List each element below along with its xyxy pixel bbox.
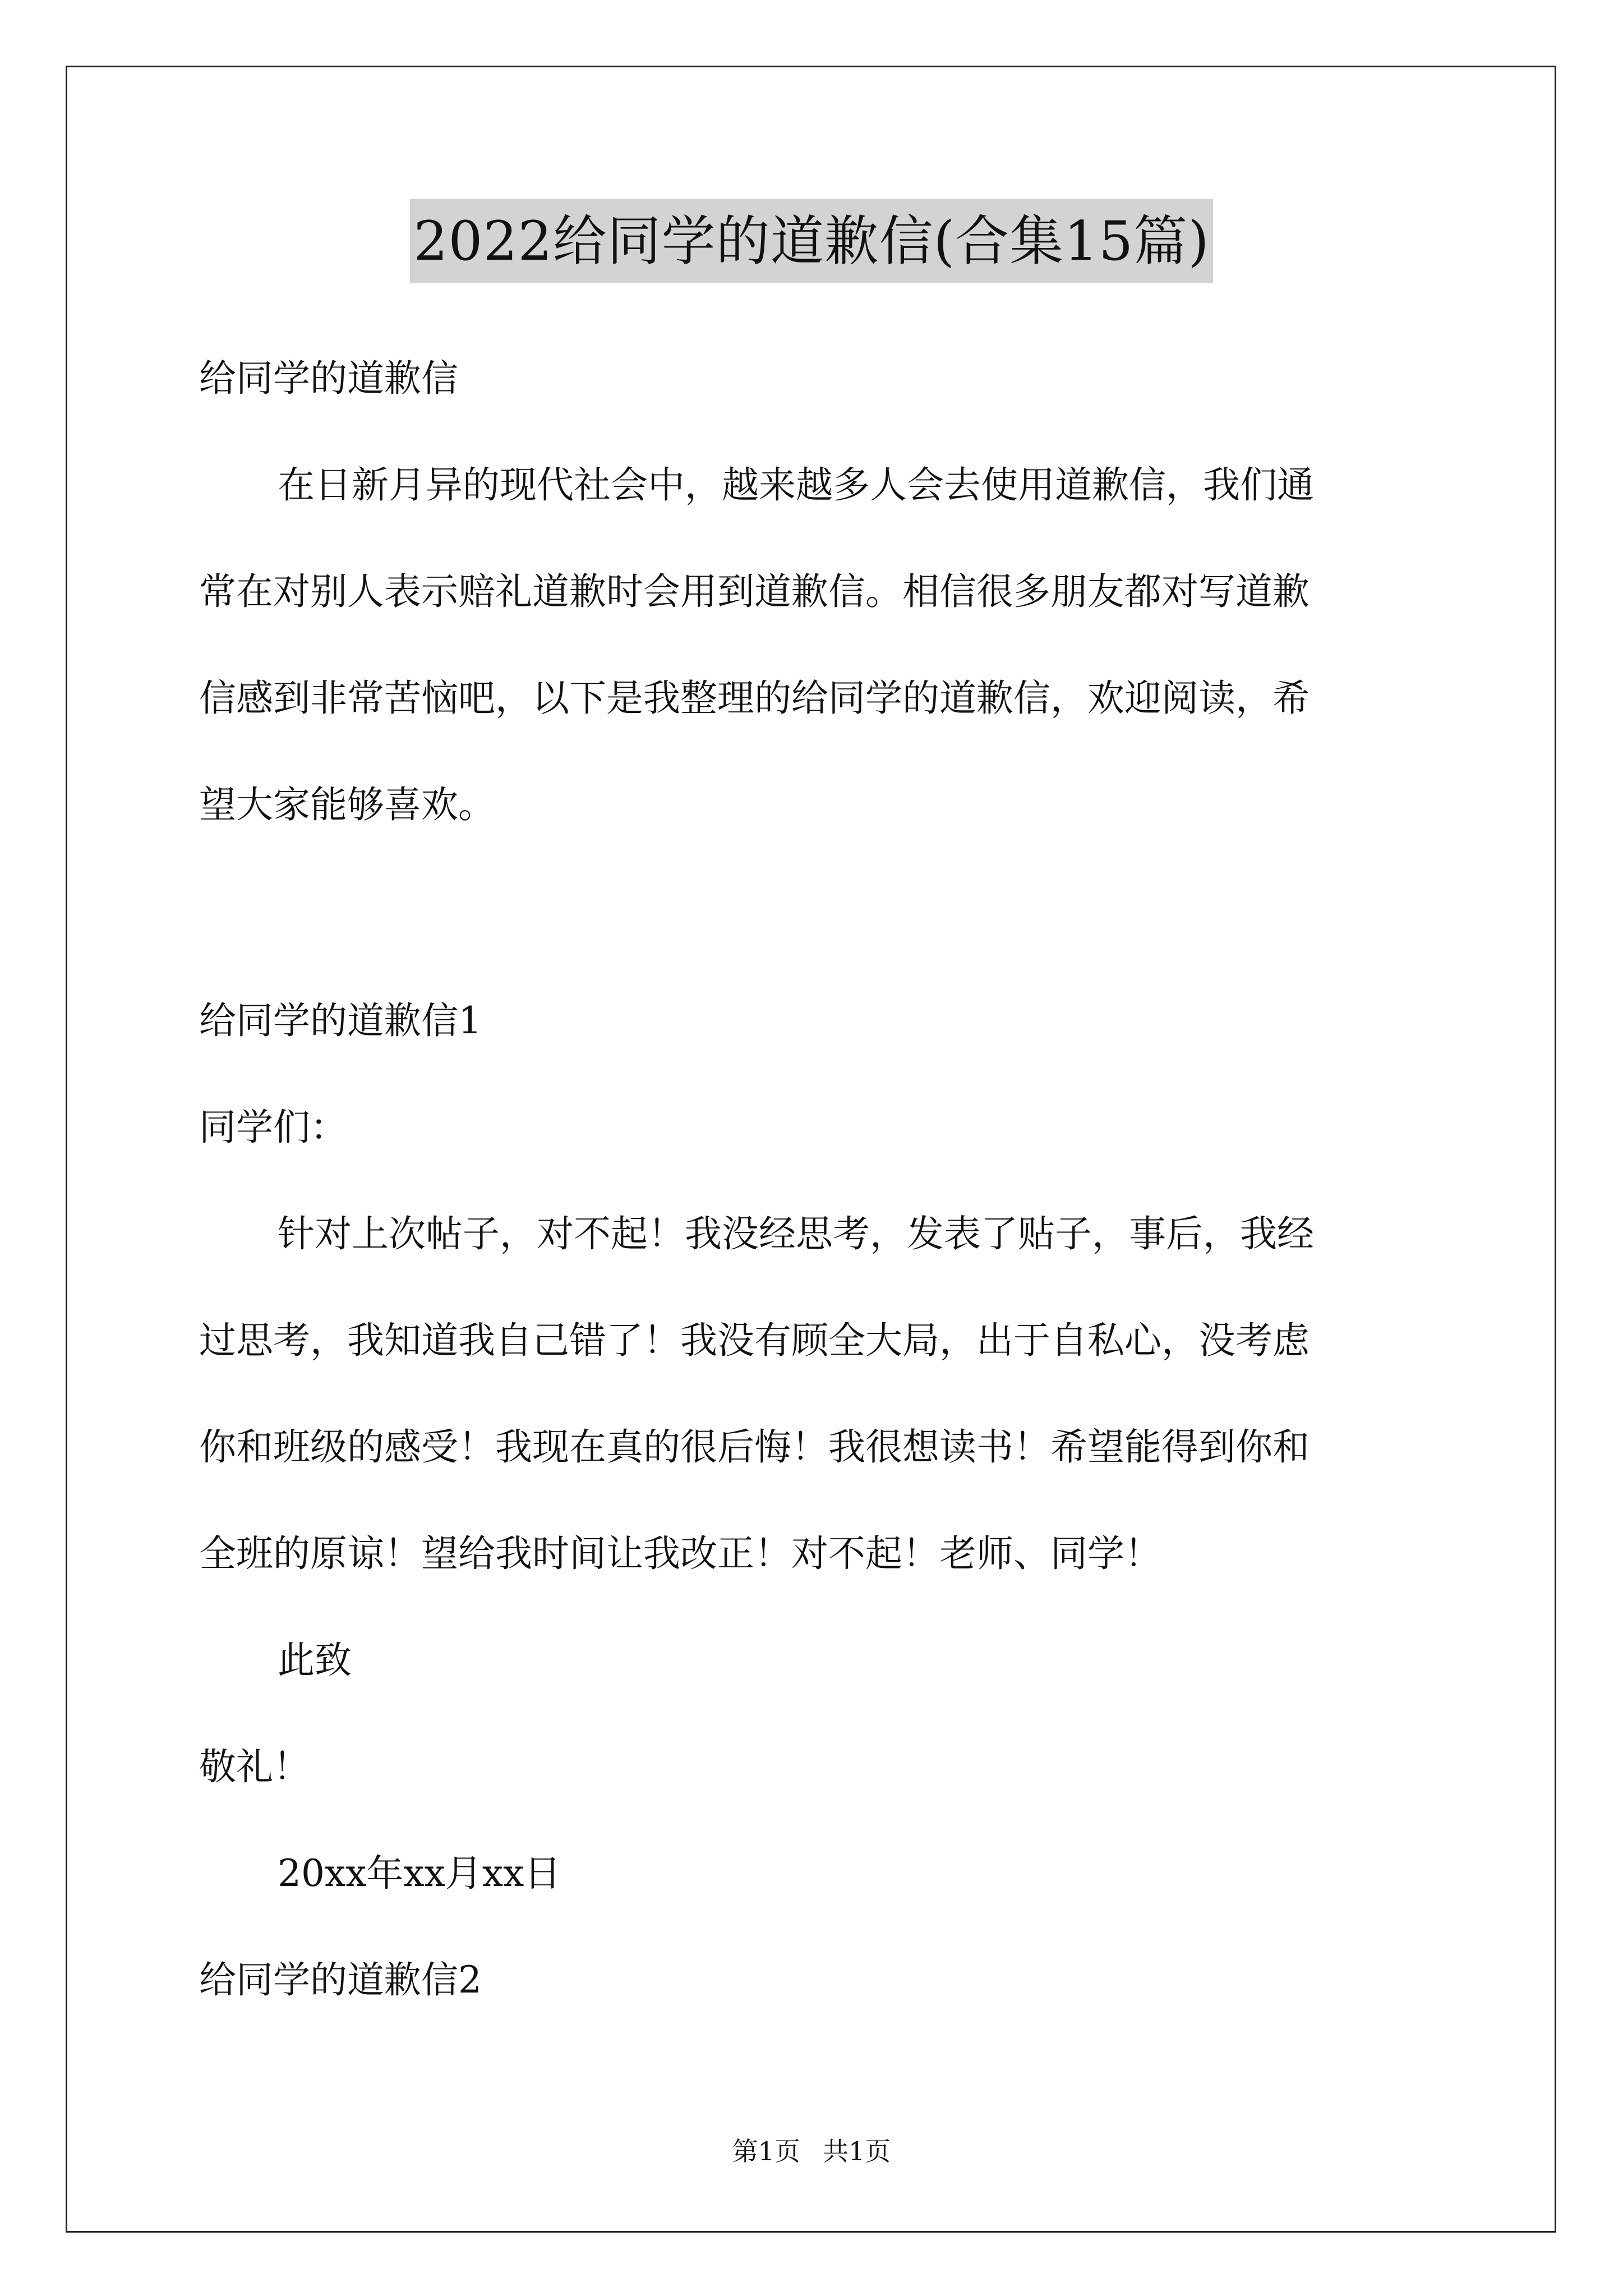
intro-line-3: 信感到非常苦恼吧，以下是我整理的给同学的道歉信，欢迎阅读，希 bbox=[199, 677, 1310, 720]
intro-line-1: 在日新月异的现代社会中，越来越多人会去使用道歉信，我们通 bbox=[278, 463, 1314, 507]
page-number-total: 共1页 bbox=[823, 2136, 891, 2166]
intro-line-2: 常在对别人表示赔礼道歉时会用到道歉信。相信很多朋友都对写道歉 bbox=[199, 570, 1310, 613]
title-container bbox=[0, 199, 1623, 283]
closing-cizhi: 此致 bbox=[278, 1639, 352, 1682]
intro-line-4: 望大家能够喜欢。 bbox=[199, 783, 495, 826]
letter2-heading: 给同学的道歉信2 bbox=[199, 1958, 482, 2001]
letter1-salutation: 同学们： bbox=[199, 1106, 347, 1149]
page-footer bbox=[0, 2132, 1623, 2171]
intro-heading: 给同学的道歉信 bbox=[199, 357, 458, 400]
closing-jingli: 敬礼！ bbox=[199, 1745, 310, 1788]
letter-date: 20xx年xx月xx日 bbox=[278, 1852, 561, 1895]
letter1-line-4: 全班的原谅！望给我时间让我改正！对不起！老师、同学！ bbox=[199, 1532, 1161, 1575]
letter1-line-3: 你和班级的感受！我现在真的很后悔！我很想读书！希望能得到你和 bbox=[199, 1425, 1310, 1469]
document-title: 2022给同学的道歉信(合集15篇) bbox=[410, 199, 1212, 283]
page-number-current: 第1页 bbox=[732, 2136, 800, 2166]
letter1-line-2: 过思考，我知道我自己错了！我没有顾全大局，出于自私心，没考虑 bbox=[199, 1319, 1310, 1362]
letter1-heading: 给同学的道歉信1 bbox=[199, 999, 482, 1042]
letter1-line-1: 针对上次帖子，对不起！我没经思考，发表了贴子，事后，我经 bbox=[278, 1212, 1314, 1255]
